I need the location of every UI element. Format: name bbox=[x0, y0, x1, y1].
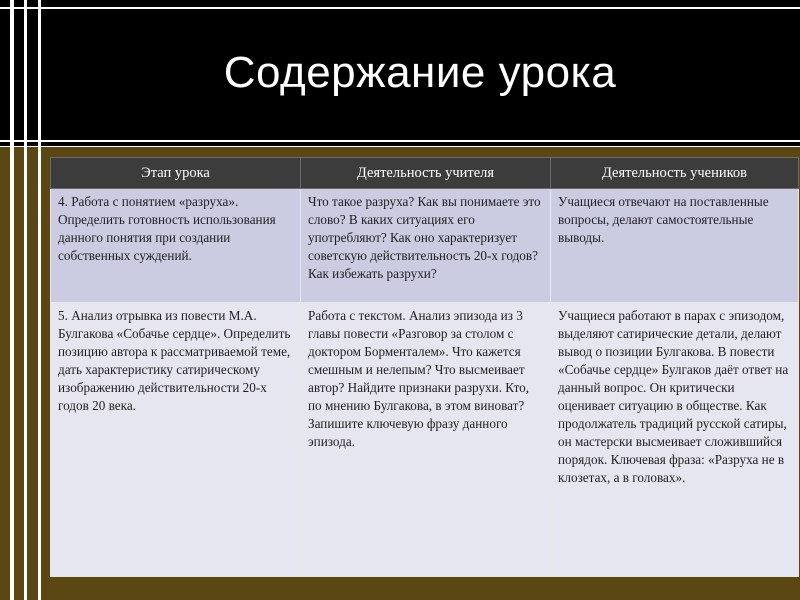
table-row bbox=[51, 302, 799, 576]
cell-lesson-stage: 5. Анализ отрывка из повести М.А. Булгакова «Собачье сердце». Определить позицию автора к рассматриваемой теме, дать характеристику сатирическому изображению действительности 20-х годов 20 века. bbox=[51, 302, 301, 576]
decorative-line-top bbox=[0, 7, 800, 9]
cell-teacher-activity: Работа с текстом. Анализ эпизода из 3 главы повести «Разговор за столом с доктором Борменталем». Что кажется смешным и нелепым? Что высмеивает автор? Найдите признаки разрухи. Кто, по мнению Булгакова, в этом виноват? Запишите ключевую фразу данного эпизода. bbox=[301, 302, 551, 576]
decorative-bar-left-1 bbox=[10, 0, 14, 600]
header-student-activity: Деятельность учеников bbox=[551, 158, 799, 189]
cell-lesson-stage: 4. Работа с понятием «разруха». Определить готовность использования данного понятия при создании собственных суждений. bbox=[51, 189, 301, 303]
header-teacher-activity: Деятельность учителя bbox=[301, 158, 551, 189]
decorative-bar-left-2 bbox=[24, 0, 27, 600]
decorative-line-middle-thin bbox=[0, 146, 800, 147]
slide-title: Содержание урока bbox=[223, 48, 617, 97]
cell-teacher-activity: Что такое разруха? Как вы понимаете это слово? В каких ситуациях его употребляют? Как оно характеризует советскую действительность 20-х годов? Как избежать разрухи? bbox=[301, 189, 551, 303]
cell-student-activity: Учащиеся работают в парах с эпизодом, выделяют сатирические детали, делают вывод о позиции Булгакова. В повести «Собачье сердце» Булгаков даёт ответ на данный вопрос. Он критически оценивает ситуацию в обществе. Как продолжатель традиций русской сатиры, он мастерски высмеивает сложившийся порядок. Ключевая фраза: «Разруха не в клозетах, а в головах». bbox=[551, 302, 799, 576]
header-lesson-stage: Этап урока bbox=[51, 158, 301, 189]
lesson-table bbox=[50, 157, 799, 577]
cell-student-activity: Учащиеся отвечают на поставленные вопросы, делают самостоятельные выводы. bbox=[551, 189, 799, 303]
decorative-line-middle bbox=[0, 140, 800, 142]
table-header-row bbox=[51, 158, 799, 189]
table-row bbox=[51, 189, 799, 303]
